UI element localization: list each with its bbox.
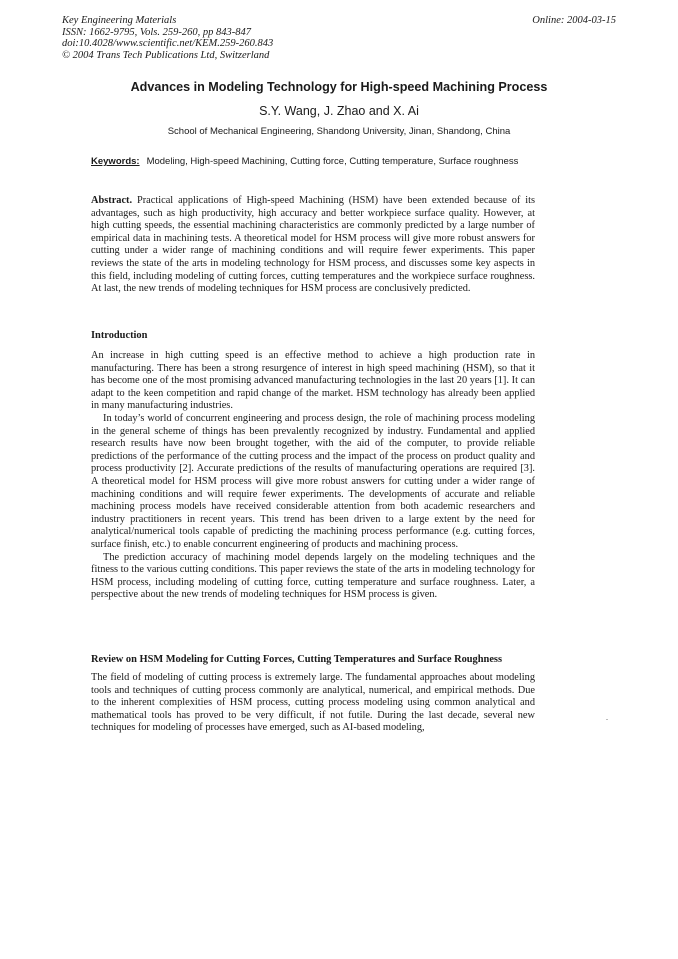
keywords-text: Modeling, High-speed Machining, Cutting force, Cutting temperature, Surface roughness — [146, 156, 519, 167]
authors: S.Y. Wang, J. Zhao and X. Ai — [259, 104, 419, 118]
intro-paragraph-3: The prediction accuracy of machining model depends largely on the modeling techniques and the fitness to the various cutting conditions. This paper reviews the state of the arts in modeling technology for HSM process, including modeling of cutting force, cutting temperature and surface roughness. Later, a perspective about the new trends of modeling techniques for HSM process is given. — [91, 551, 535, 601]
online-date: Online: 2004-03-15 — [532, 15, 616, 26]
abstract-text: Practical applications of High-speed Machining (HSM) have been extended because of its advantages, such as high productivity, high accuracy and better workpiece surface quality. However, at high cutting speeds, the essential machining characteristics are commonly predicted by a large number of empirical data in machining tests. A theoretical model for HSM process will give more robust answers for cutting under a wider range of machining conditions and will require fewer experiments. This paper reviews the state of the arts in modeling technology for HSM process, and discusses some key aspects in this field, including modeling of cutting forces, cutting temperatures and the workpiece surface roughness. At last, the new trends of modeling techniques for HSM process are conclusively predicted. — [91, 195, 535, 295]
intro-paragraph-1: An increase in high cutting speed is an effective method to achieve a high production rate in manufacturing. There has been a strong resurgence of interest in high speed machining (HSM), so that it has become one of the most promising advanced manufacturing technologies in the last 20 years [1]. It can adapt to the keen competition and rapid change of the market. HSM technology has already been applied in many manufacturing industries. — [91, 350, 535, 412]
copyright-line: © 2004 Trans Tech Publications Ltd, Switzerland — [62, 49, 270, 61]
affiliation: School of Mechanical Engineering, Shandong University, Jinan, Shandong, China — [167, 126, 511, 137]
introduction-body — [91, 350, 535, 602]
paper-title: Advances in Modeling Technology for High-speed Machining Process — [130, 80, 548, 94]
journal-name: Key Engineering Materials — [62, 15, 177, 26]
abstract-label: Abstract. — [91, 195, 133, 206]
keywords — [91, 156, 535, 169]
scan-speck — [606, 719, 608, 720]
review-paragraph-1: The field of modeling of cutting process is extremely large. The fundamental approaches about modeling tools and techniques of cutting process commonly are analytical, numerical, and empirical methods. Due to the inherent complexities of HSM process, cutting process modeling using common analytical and mathematical tools has proved to be very difficult, if not futile. During the last decade, several new techniques for modeling of processes have emerged, such as AI-based modeling, — [91, 672, 535, 734]
abstract — [91, 195, 535, 296]
journal-header — [62, 15, 273, 61]
review-heading: Review on HSM Modeling for Cutting Forces, Cutting Temperatures and Surface Roughness — [91, 654, 503, 665]
introduction-heading: Introduction — [91, 330, 148, 341]
doi-link[interactable]: doi:10.4028/www.scientific.net/KEM.259-260.843 — [62, 38, 274, 49]
keywords-label: Keywords: — [91, 156, 140, 167]
intro-paragraph-2: In today’s world of concurrent engineering and process design, the role of machining process modeling in the general scheme of things has been prevalently recognized by industry. Fundamental and applied research results have now been brought together, with the aid of the computer, to provide reliable predictions of the performance of the cutting process and the impact of the process on product quality and process productivity [2]. Accurate predictions of the results of manufacturing operations are required [3]. A theoretical model for HSM process will give more robust answers for cutting under a wider range of machining conditions and will require fewer experiments. The developments of accurate and reliable machining process models have received considerable attention from both academic researchers and industry practitioners in recent years. This trend has been driven to a large extent by the need for analytical/numerical tools capable of predicting the machining process performance (e.g. cutting forces, surface finish, etc.) to enable concurrent engineering of products and machining process. — [91, 412, 535, 550]
issn-line: ISSN: 1662-9795, Vols. 259-260, pp 843-847 — [62, 26, 251, 38]
